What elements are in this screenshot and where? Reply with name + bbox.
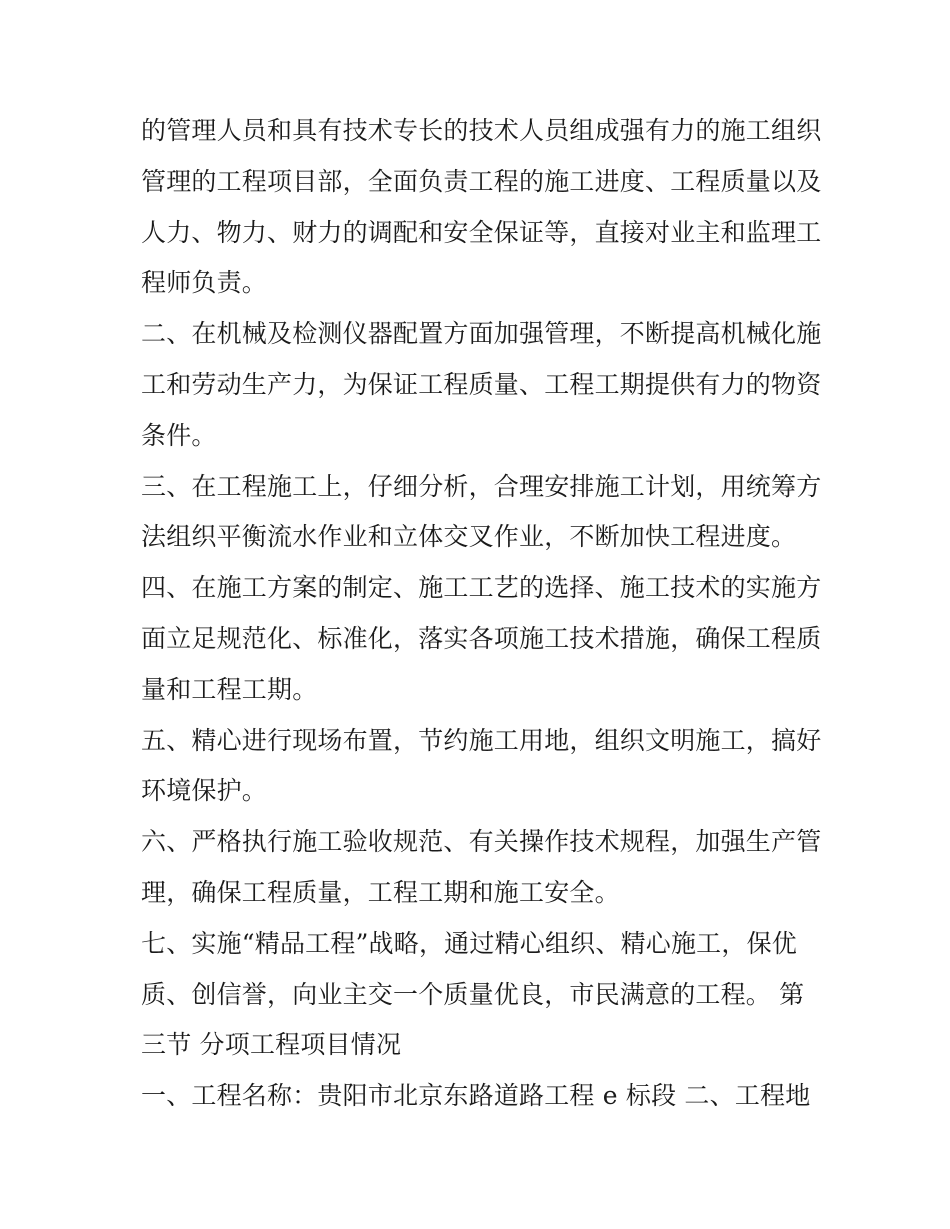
text-line: 五、精心进行现场布置，节约施工用地，组织文明施工，搞好 xyxy=(141,725,822,755)
text-line: 七、实施“精品工程”战略，通过精心组织、精心施工，保优 xyxy=(141,928,797,958)
text-line: 量和工程工期。 xyxy=(141,674,318,704)
text-line: 面立足规范化、标准化，落实各项施工技术措施，确保工程质 xyxy=(141,623,822,653)
text-line: 人力、物力、财力的调配和安全保证等，直接对业主和监理工 xyxy=(141,217,822,247)
text-line: 环境保护。 xyxy=(141,776,268,806)
text-line: 条件。 xyxy=(141,420,217,450)
text-line: 质、创信誉，向业主交一个质量优良，市民满意的工程。 第 xyxy=(141,979,805,1009)
text-line: 法组织平衡流水作业和立体交叉作业，不断加快工程进度。 xyxy=(141,522,797,552)
text-line: 三节 分项工程项目情况 xyxy=(141,1030,402,1060)
document-body xyxy=(141,106,821,1122)
text-line: 管理的工程项目部，全面负责工程的施工进度、工程质量以及 xyxy=(141,166,822,196)
text-line: 的管理人员和具有技术专长的技术人员组成强有力的施工组织 xyxy=(141,116,822,145)
text-line: 六、严格执行施工验收规范、有关操作技术规程，加强生产管 xyxy=(141,827,822,857)
text-line: 理，确保工程质量，工程工期和施工安全。 xyxy=(141,877,620,907)
text-line: 一、工程名称：贵阳市北京东路道路工程 e 标段 二、工程地 xyxy=(141,1081,811,1111)
text-line: 工和劳动生产力，为保证工程质量、工程工期提供有力的物资 xyxy=(141,369,822,399)
text-line: 三、在工程施工上，仔细分析，合理安排施工计划，用统筹方 xyxy=(141,471,822,501)
text-line: 四、在施工方案的制定、施工工艺的选择、施工技术的实施方 xyxy=(141,573,822,603)
text-line: 程师负责。 xyxy=(141,268,268,298)
text-line: 二、在机械及检测仪器配置方面加强管理，不断提高机械化施 xyxy=(141,319,822,349)
